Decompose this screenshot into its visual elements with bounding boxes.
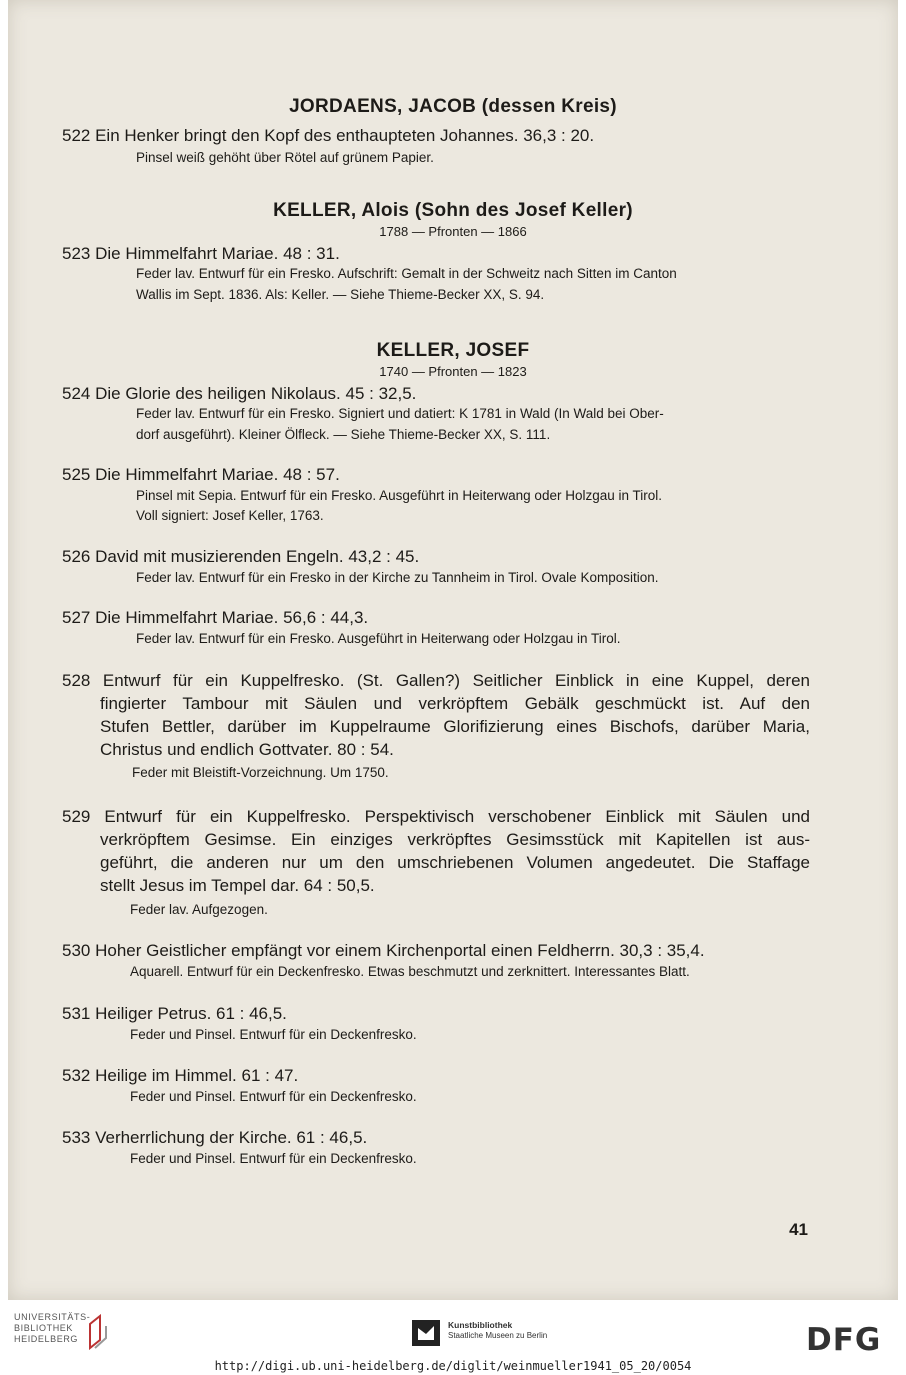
footer-bar [0,1300,906,1375]
kunstbibliothek-label[interactable] [448,1320,547,1341]
uni-heidelberg-logo-icon[interactable] [86,1314,110,1350]
uni-line: HEIDELBERG [14,1334,79,1344]
section-dates-keller-josef: 1740 — Pfronten — 1823 [379,364,527,379]
section-heading-keller-josef: KELLER, JOSEF [376,340,530,361]
entry-525-desc: Voll signiert: Josef Keller, 1763. [136,508,324,523]
uni-heidelberg-label[interactable] [14,1312,90,1345]
entry-528-title: Christus und endlich Gottvater. 80 : 54. [100,740,394,759]
section-dates-keller-alois: 1788 — Pfronten — 1866 [379,224,527,239]
entry-529-title: geführt, die anderen nur um den umschriebenen Volumen angedeutet. Die Staffage [100,853,810,872]
entry-526-title: 526 David mit musizierenden Engeln. 43,2 : 45. [62,547,420,566]
page-number: 41 [789,1220,808,1239]
source-url-link[interactable]: http://digi.ub.uni-heidelberg.de/diglit/weinmueller1941_05_20/0054 [214,1359,692,1373]
entry-523-desc: Wallis im Sept. 1836. Als: Keller. — Siehe Thieme-Becker XX, S. 94. [136,287,545,302]
entry-524-desc: dorf ausgeführt). Kleiner Ölfleck. — Siehe Thieme-Becker XX, S. 111. [136,427,551,442]
entry-533-title: 533 Verherrlichung der Kirche. 61 : 46,5. [62,1128,368,1147]
entry-528-title: Stufen Bettler, darüber im Kuppelraume Glorifizierung eines Bischofs, darüber Maria, [100,717,810,736]
section-heading-jordaens: JORDAENS, JACOB (dessen Kreis) [289,96,617,117]
dfg-logo[interactable]: DFG [806,1322,882,1358]
entry-531-title: 531 Heiliger Petrus. 61 : 46,5. [62,1004,287,1023]
entry-525-title: 525 Die Himmelfahrt Mariae. 48 : 57. [62,465,340,484]
entry-525-desc: Pinsel mit Sepia. Entwurf für ein Fresko. Ausgeführt in Heiterwang oder Holzgau in Tirol. [136,488,662,503]
entry-524-desc: Feder lav. Entwurf für ein Fresko. Signiert und datiert: K 1781 in Wald (In Wald bei Ober- [136,406,664,421]
entry-532-desc: Feder und Pinsel. Entwurf für ein Deckenfresko. [130,1089,417,1104]
page-content [8,0,898,1300]
entry-529-title: stellt Jesus im Tempel dar. 64 : 50,5. [100,876,375,895]
entry-526-desc: Feder lav. Entwurf für ein Fresko in der Kirche zu Tannheim in Tirol. Ovale Komposition. [136,570,659,585]
section-heading-keller-alois: KELLER, Alois (Sohn des Josef Keller) [273,200,633,221]
entry-522-desc: Pinsel weiß gehöht über Rötel auf grünem Papier. [136,150,434,165]
uni-line: BIBLIOTHEK [14,1323,74,1333]
entry-528-title: fingierter Tambour mit Säulen und verkröpftem Gebälk geschmückt ist. Auf den [100,694,810,713]
entry-522-title: 522 Ein Henker bringt den Kopf des enthaupteten Johannes. 36,3 : 20. [62,126,595,145]
entry-530-desc: Aquarell. Entwurf für ein Deckenfresko. Etwas beschmutzt und zerknittert. Interessantes Blatt. [130,964,690,979]
scanned-page [8,0,898,1300]
uni-line: UNIVERSITÄTS- [14,1312,91,1322]
kb-title: Kunstbibliothek [448,1320,513,1330]
entry-533-desc: Feder und Pinsel. Entwurf für ein Deckenfresko. [130,1151,417,1166]
entry-527-title: 527 Die Himmelfahrt Mariae. 56,6 : 44,3. [62,608,369,627]
entry-524-title: 524 Die Glorie des heiligen Nikolaus. 45 : 32,5. [62,384,417,403]
entry-532-title: 532 Heilige im Himmel. 61 : 47. [62,1066,299,1085]
entry-529-title: verkröpftem Gesimse. Ein einziges verkröpftes Gesimsstück mit Kapitellen ist aus- [100,830,810,849]
entry-531-desc: Feder und Pinsel. Entwurf für ein Deckenfresko. [130,1027,417,1042]
entry-528-title: 528 Entwurf für ein Kuppelfresko. (St. Gallen?) Seitlicher Einblick in eine Kuppel, deren [62,671,810,690]
entry-528-desc: Feder mit Bleistift-Vorzeichnung. Um 1750. [132,765,389,780]
entry-529-desc: Feder lav. Aufgezogen. [130,902,268,917]
entry-529-title: 529 Entwurf für ein Kuppelfresko. Perspektivisch verschobener Einblick mit Säulen und [62,807,810,826]
entry-523-desc: Feder lav. Entwurf für ein Fresko. Aufschrift: Gemalt in der Schweitz nach Sitten im Canton [136,266,677,281]
kb-subtitle: Staatliche Museen zu Berlin [448,1331,548,1340]
entry-530-title: 530 Hoher Geistlicher empfängt vor einem Kirchenportal einen Feldherrn. 30,3 : 35,4. [62,941,705,960]
entry-527-desc: Feder lav. Entwurf für ein Fresko. Ausgeführt in Heiterwang oder Holzgau in Tirol. [136,631,621,646]
entry-523-title: 523 Die Himmelfahrt Mariae. 48 : 31. [62,244,340,263]
kunstbibliothek-logo-icon[interactable] [412,1320,440,1346]
